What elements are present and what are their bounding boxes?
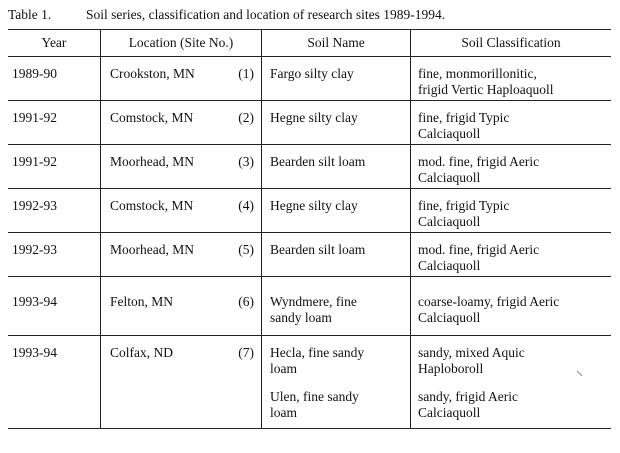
site-number: (6) bbox=[238, 294, 254, 309]
year-cell: 1992-93 bbox=[12, 198, 57, 213]
classification-cell: mod. fine, frigid Aeric Calciaquoll bbox=[418, 242, 540, 273]
location-cell: Felton, MN bbox=[110, 294, 174, 309]
soil-name-cell: Fargo silty clay bbox=[270, 66, 354, 81]
year-cell: 1993-94 bbox=[12, 345, 57, 360]
row-divider bbox=[8, 144, 611, 145]
year-cell: 1991-92 bbox=[12, 110, 57, 125]
location-cell: Comstock, MN bbox=[110, 110, 194, 125]
soil-name-cell: Hegne silty clay bbox=[270, 110, 358, 125]
header-year: Year bbox=[41, 35, 67, 50]
header-soil-name: Soil Name bbox=[307, 35, 365, 50]
row-divider bbox=[8, 100, 611, 101]
classification-cell: fine, frigid Typic Calciaquoll bbox=[418, 110, 510, 141]
soil-name-cell: Hecla, fine sandy loam bbox=[270, 345, 365, 376]
location-cell: Moorhead, MN bbox=[110, 242, 194, 257]
classification-cell: fine, frigid Typic Calciaquoll bbox=[418, 198, 510, 229]
row-divider bbox=[8, 232, 611, 233]
soil-name-cell: Bearden silt loam bbox=[270, 154, 366, 169]
soil-name-cell: Hegne silty clay bbox=[270, 198, 358, 213]
soil-name-cell: Bearden silt loam bbox=[270, 242, 366, 257]
soil-name-cell-secondary: Ulen, fine sandy loam bbox=[270, 389, 359, 420]
header-soil-classification: Soil Classification bbox=[461, 35, 561, 50]
classification-cell: coarse-loamy, frigid Aeric Calciaquoll bbox=[418, 294, 560, 325]
site-number: (2) bbox=[238, 110, 254, 125]
column-divider bbox=[261, 29, 262, 428]
year-cell: 1989-90 bbox=[12, 66, 57, 81]
row-divider bbox=[8, 335, 611, 336]
table-rule-header bbox=[8, 56, 611, 57]
site-number: (1) bbox=[238, 66, 254, 81]
year-cell: 1993-94 bbox=[12, 294, 57, 309]
table-title: Soil series, classification and location of research sites 1989-1994. bbox=[86, 7, 446, 22]
classification-cell: sandy, mixed Aquic Haploboroll bbox=[418, 345, 525, 376]
table-number: Table 1. bbox=[8, 7, 52, 22]
soil-name-cell: Wyndmere, fine sandy loam bbox=[270, 294, 357, 325]
location-cell: Crookston, MN bbox=[110, 66, 195, 81]
year-cell: 1991-92 bbox=[12, 154, 57, 169]
site-number: (7) bbox=[238, 345, 254, 360]
column-divider bbox=[100, 29, 101, 428]
column-divider bbox=[410, 29, 411, 428]
location-cell: Colfax, ND bbox=[110, 345, 173, 360]
site-number: (4) bbox=[238, 198, 254, 213]
classification-cell: mod. fine, frigid Aeric Calciaquoll bbox=[418, 154, 540, 185]
scan-mark bbox=[577, 371, 583, 377]
row-divider bbox=[8, 188, 611, 189]
table-caption bbox=[8, 7, 608, 23]
table-rule-top bbox=[8, 29, 611, 30]
location-cell: Comstock, MN bbox=[110, 198, 194, 213]
row-divider bbox=[8, 276, 611, 277]
year-cell: 1992-93 bbox=[12, 242, 57, 257]
classification-cell-secondary: sandy, frigid Aeric Calciaquoll bbox=[418, 389, 518, 420]
classification-cell: fine, monmorillonitic, frigid Vertic Haploaquoll bbox=[418, 66, 554, 97]
site-number: (5) bbox=[238, 242, 254, 257]
header-location: Location (Site No.) bbox=[128, 35, 234, 50]
location-cell: Moorhead, MN bbox=[110, 154, 194, 169]
table-rule-bottom bbox=[8, 428, 611, 429]
site-number: (3) bbox=[238, 154, 254, 169]
